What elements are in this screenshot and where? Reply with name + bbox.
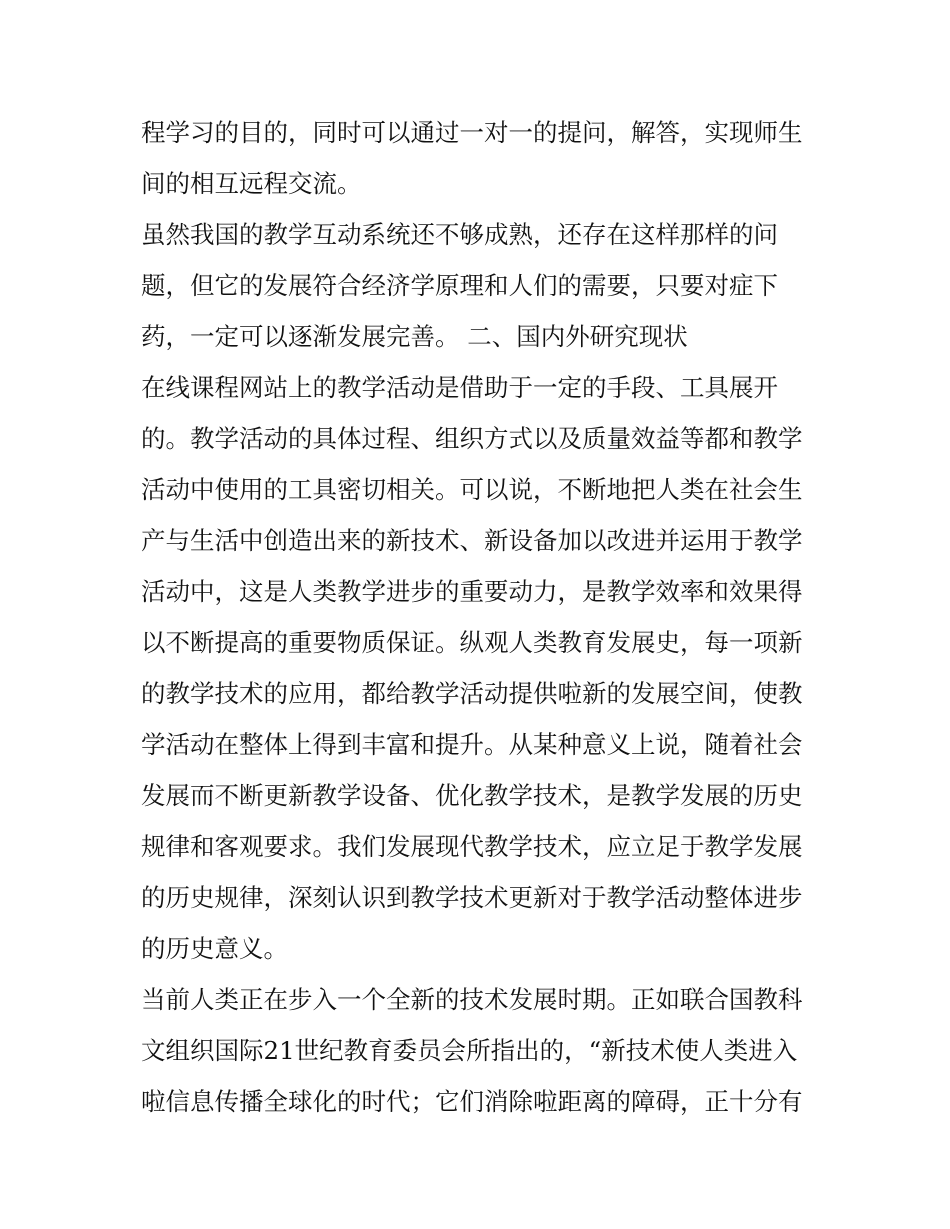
text-line: 发展而不断更新教学设备、优化教学技术，是教学发展的历史	[141, 781, 803, 810]
text-line: 题，但它的发展符合经济学原理和人们的需要，只要对症下	[141, 271, 778, 300]
text-line: 学活动在整体上得到丰富和提升。从某种意义上说，随着社会	[141, 730, 803, 759]
text-line: 在线课程网站上的教学活动是借助于一定的手段、工具展开	[141, 373, 778, 402]
text-line: 的历史规律，深刻认识到教学技术更新对于教学活动整体进步	[141, 883, 803, 912]
text-line: 程学习的目的，同时可以通过一对一的提问，解答，实现师生	[141, 118, 803, 147]
text-line: 活动中，这是人类教学进步的重要动力，是教学效率和效果得	[141, 577, 803, 606]
text-line: 以不断提高的重要物质保证。纵观人类教育发展史，每一项新	[141, 628, 803, 657]
text-line: 啦信息传播全球化的时代；它们消除啦距离的障碍，正十分有	[141, 1087, 803, 1116]
text-line: 虽然我国的教学互动系统还不够成熟，还存在这样那样的问	[141, 220, 778, 249]
text-line: 的教学技术的应用，都给教学活动提供啦新的发展空间，使教	[141, 679, 803, 708]
text-line: 当前人类正在步入一个全新的技术发展时期。正如联合国教科	[141, 985, 803, 1014]
document-page	[141, 107, 821, 1127]
text-line: 活动中使用的工具密切相关。可以说，不断地把人类在社会生	[141, 475, 803, 504]
text-line: 间的相互远程交流。	[141, 169, 362, 198]
text-line: 的历史意义。	[141, 934, 288, 963]
text-line: 规律和客观要求。我们发展现代教学技术，应立足于教学发展	[141, 832, 803, 861]
text-line: 的。教学活动的具体过程、组织方式以及质量效益等都和教学	[141, 424, 803, 453]
text-line: 文组织国际21世纪教育委员会所指出的，“新技术使人类进入	[141, 1036, 798, 1065]
text-line: 药，一定可以逐渐发展完善。 二、国内外研究现状	[141, 322, 688, 351]
text-line: 产与生活中创造出来的新技术、新设备加以改进并运用于教学	[141, 526, 803, 555]
